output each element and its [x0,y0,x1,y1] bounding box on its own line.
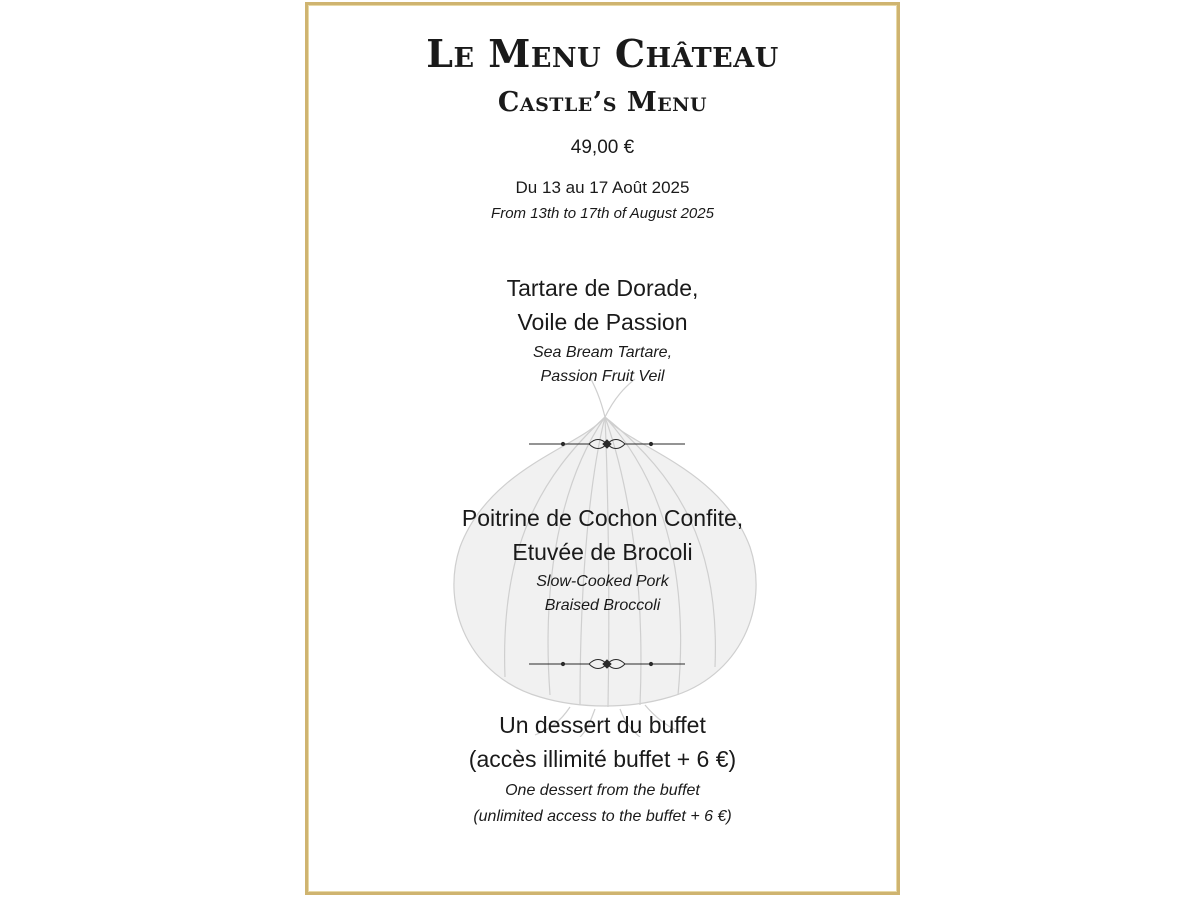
starter-name-line-1: Tartare de Dorade, [506,275,699,301]
menu-subtitle: Castle’s Menu [497,87,708,118]
menu-price: 49,00 € [570,137,635,158]
starter-translation-line-2: Passion Fruit Veil [540,368,665,385]
dessert-translation-line-1: One dessert from the buffet [505,782,700,799]
dates-english: From 13th to 17th of August 2025 [491,205,714,222]
ornamental-divider-icon [527,437,687,451]
main-translation-line-2: Braised Broccoli [544,597,661,614]
dates-french: Du 13 au 17 Août 2025 [515,178,690,197]
menu-card [305,2,900,895]
ornamental-divider-icon [527,657,687,671]
main-name-line-2: Etuvée de Brocoli [512,539,693,565]
main-translation-line-1: Slow-Cooked Pork [536,573,669,590]
menu-content [308,5,897,892]
dessert-name-line-1: Un dessert du buffet [499,712,706,738]
dessert-name-line-2: (accès illimité buffet + 6 €) [468,746,737,772]
starter-translation-line-1: Sea Bream Tartare, [532,344,673,361]
menu-title: Le Menu Château [426,31,779,76]
starter-name-line-2: Voile de Passion [517,309,688,335]
dessert-translation-line-2: (unlimited access to the buffet + 6 €) [473,808,732,825]
main-name-line-1: Poitrine de Cochon Confite, [461,505,744,531]
